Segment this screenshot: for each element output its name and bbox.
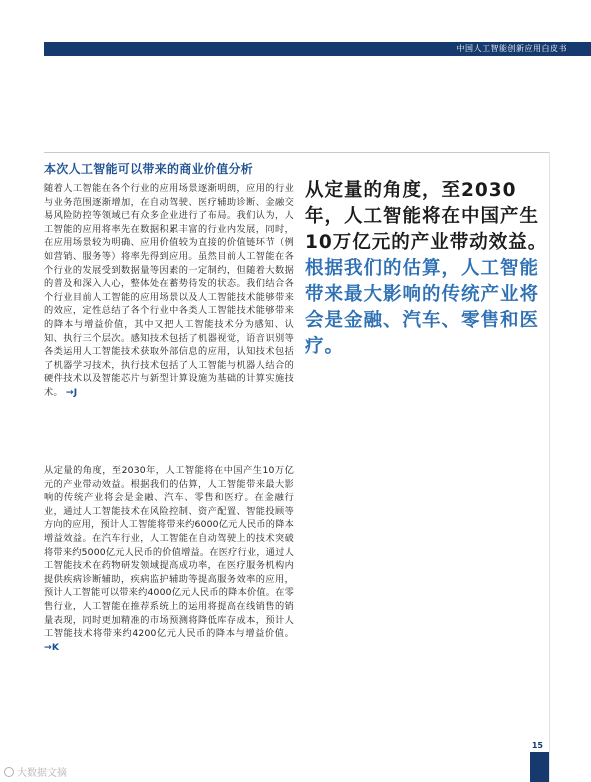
watermark-text: 大数据文摘	[17, 768, 67, 779]
body-paragraph-2	[44, 464, 294, 654]
header-bar	[44, 42, 591, 56]
pull-quote	[305, 178, 551, 360]
reference-link-k[interactable]: →K	[44, 641, 60, 653]
section-divider	[44, 152, 549, 153]
page-number-tab	[530, 752, 549, 782]
page-number: 15	[531, 741, 543, 750]
body-paragraph-2-text: 从定量的角度，至2030年，人工智能将在中国产生10万亿元的产业带动效益。根据我们的估算，人工智能带来最大影响的传统产业将会是金融、汽车、零售和医疗。在金融行业，通过人工智能技术在风险控制、资产配置、智能投顾等方向的应用，预计人工智能将带来约6000亿元人民币的降本增益效益。在汽车行业，人工智能在自动驾驶上的技术突破将带来约5000亿元人民币的价值增益。在医疗行业，通过人工智能技术在药物研发领域提高成功率，在医疗服务机构内提供疾病诊断辅助，疾病监护辅助等提高服务效率的应用，预计人工智能可以带来约4000亿元人民币的降本价值。在零售行业，人工智能在推荐系统上的运用将提高在线销售的销量表现，同时更加精准的市场预测将降低库存成本，预计人工智能技术将带来约4200亿元人民币的降本与增益价值。	[44, 465, 294, 640]
pull-quote-blue-text: 根据我们的估算，人工智能带来最大影响的传统产业将会是金融、汽车、零售和医疗。	[305, 258, 540, 357]
body-paragraph-1-text: 随着人工智能在各个行业的应用场景逐渐明朗，应用的行业与业务范围逐渐增加，在自动驾驶、医疗辅助诊断、金融交易风险防控等领域已有众多企业进行了布局。我们认为，人工智能的应用将率先在数据积累丰富的行业内发展，同时，在应用场景较为明确、应用价值较为直接的价值链环节（例如营销、服务等）将率先得到应用。虽然目前人工智能在各个行业的发展受到数据量等因素的一定制约，但随着大数据的普及和深入人心，整体处在蓄势待发的状态。我们结合各个行业目前人工智能的应用场景以及人工智能技术能够带来的效应，定性总结了各个行业中各类人工智能技术能够带来的降本与增益价值，其中又把人工智能技术分为感知、认知、执行三个层次。感知技术包括了机器视觉，语音识别等各类运用人工智能技术获取外部信息的应用，认知技术包括了机器学习技术，执行技术包括了人工智能与机器人结合的硬件技术以及智能芯片与新型计算设施为基础的计算实施技术。	[44, 183, 294, 398]
watermark-logo-icon	[4, 767, 14, 777]
header-title: 中国人工智能创新应用白皮书	[456, 44, 567, 53]
reference-link-j[interactable]: →J	[65, 386, 78, 398]
body-paragraph-1	[44, 182, 294, 400]
section-title: 本次人工智能可以带来的商业价值分析	[44, 162, 254, 176]
pull-quote-dark-text: 从定量的角度，至2030年，人工智能将在中国产生10万亿元的产业带动效益。	[305, 180, 548, 253]
watermark	[4, 764, 67, 779]
